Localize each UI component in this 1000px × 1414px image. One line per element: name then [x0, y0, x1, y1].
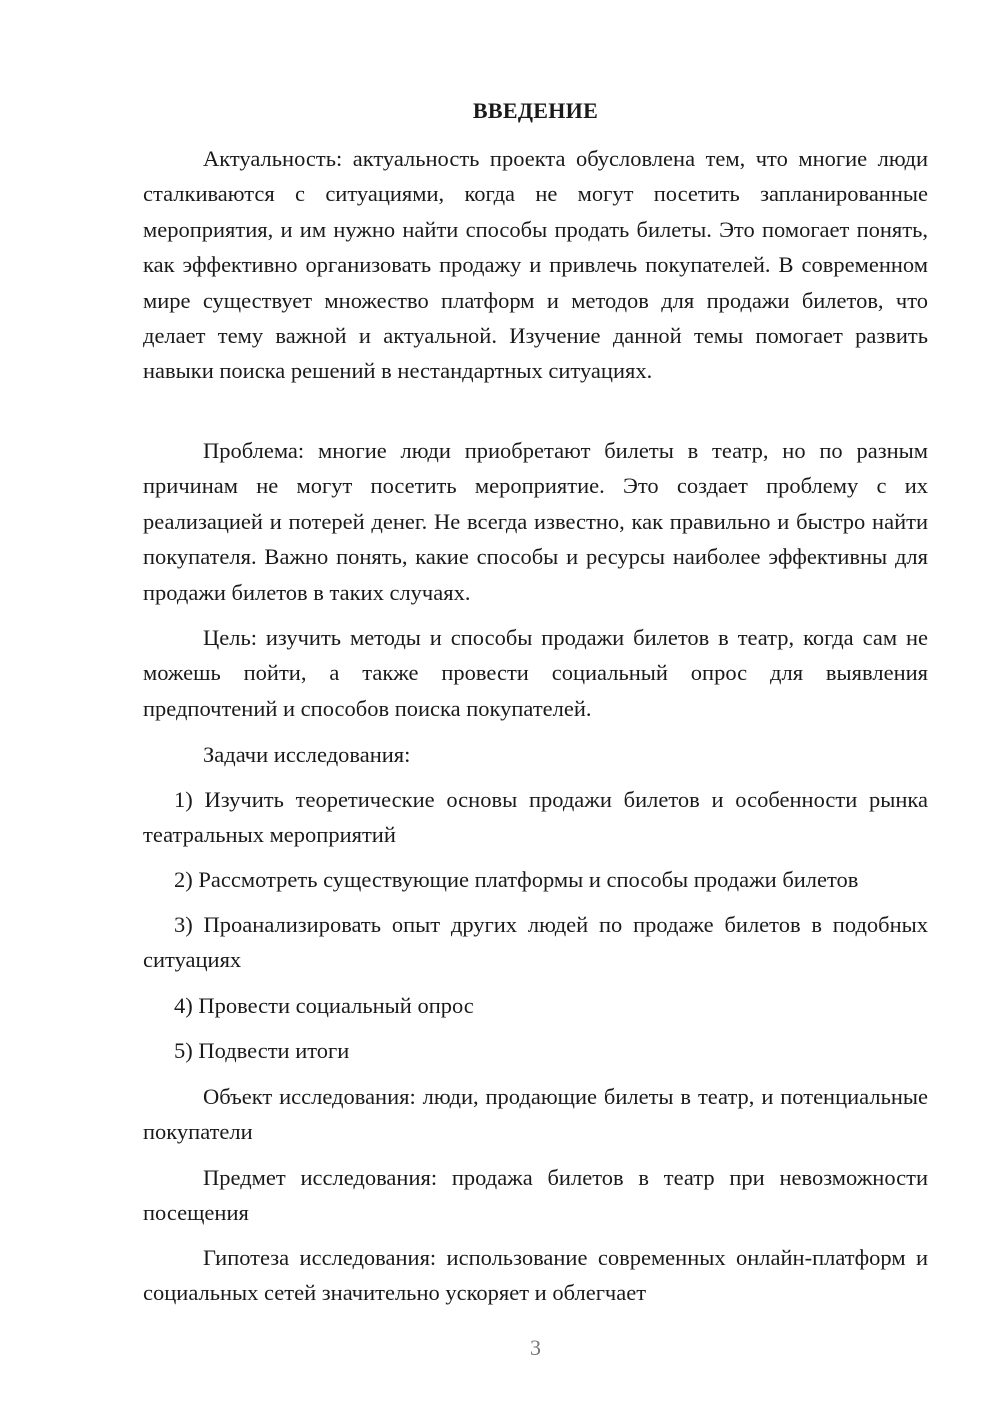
page-heading: ВВЕДЕНИЕ [472, 98, 599, 123]
object-paragraph: Объект исследования: люди, продающие билеты в театр, и потенциальные покупатели [143, 1084, 928, 1145]
task-item-4: 4) Провести социальный опрос [174, 993, 474, 1018]
task-item-3: 3) Проанализировать опыт других людей по продаже билетов в подобных ситуациях [143, 912, 928, 973]
tasks-heading: Задачи исследования: [203, 742, 411, 767]
task-item-5: 5) Подвести итоги [174, 1038, 350, 1063]
hypothesis-paragraph: Гипотеза исследования: использование современных онлайн-платформ и социальных сетей значительно ускоряет и облегчает [143, 1245, 928, 1306]
page-number: 3 [530, 1335, 541, 1360]
task-item-1: 1) Изучить теоретические основы продажи билетов и особенности рынка театральных мероприятий [143, 787, 928, 848]
goal-paragraph: Цель: изучить методы и способы продажи билетов в театр, когда сам не можешь пойти, а также провести социальный опрос для выявления предпочтений и способов поиска покупателей. [143, 625, 928, 721]
task-item-2: 2) Рассмотреть существующие платформы и способы продажи билетов [174, 867, 859, 892]
relevance-paragraph: Актуальность: актуальность проекта обусловлена тем, что многие люди сталкиваются с ситуациями, когда не могут посетить запланированные мероприятия, и им нужно найти способы продать билеты. Это помогает понять, как эффективно организовать продажу и привлечь покупателей. В современном мире существует множество платформ и методов для продажи билетов, что делает тему важной и актуальной. Изучение данной темы помогает развить навыки поиска решений в нестандартных ситуациях. [143, 146, 928, 384]
problem-paragraph: Проблема: многие люди приобретают билеты в театр, но по разным причинам не могут посетить мероприятие. Это создает проблему с их реализацией и потерей денег. Не всегда известно, как правильно и быстро найти покупателя. Важно понять, какие способы и ресурсы наиболее эффективны для продажи билетов в таких случаях. [143, 438, 928, 605]
subject-paragraph: Предмет исследования: продажа билетов в театр при невозможности посещения [143, 1165, 928, 1226]
